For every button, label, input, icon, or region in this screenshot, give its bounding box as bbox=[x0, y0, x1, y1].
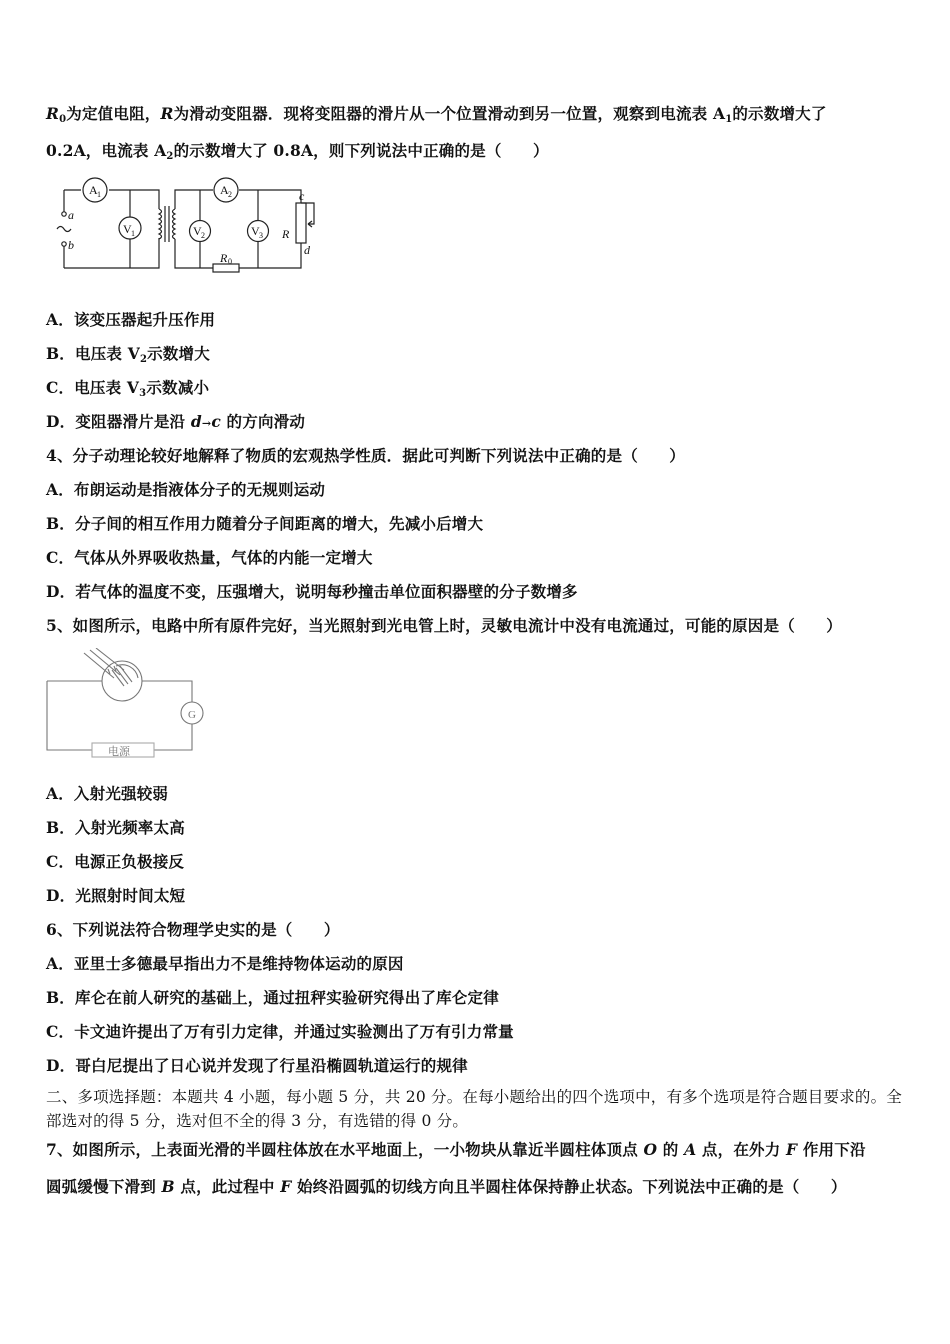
svg-text:R: R bbox=[220, 251, 228, 265]
svg-text:V: V bbox=[193, 224, 202, 238]
q3-stem-line2: 0.2A，电流表 $A_2$的示数增大了 0.8A，则下列说法中正确的是（ ） bbox=[46, 141, 549, 162]
svg-text:1: 1 bbox=[97, 190, 101, 199]
svg-text:0: 0 bbox=[228, 257, 232, 266]
q3-option-a: A．该变压器起升压作用 bbox=[46, 310, 216, 329]
svg-text:V: V bbox=[251, 224, 260, 238]
q6-option-d: D．哥白尼提出了日心说并发现了行星沿椭圆轨道运行的规律 bbox=[46, 1056, 468, 1075]
q4-option-d: D．若气体的温度不变，压强增大，说明每秒撞击单位面积器壁的分子数增多 bbox=[46, 582, 578, 601]
svg-text:1: 1 bbox=[131, 229, 135, 238]
q6-option-a: A．亚里士多德最早指出力不是维持物体运动的原因 bbox=[46, 954, 404, 973]
r0-symbol: R bbox=[46, 104, 60, 123]
q7-stem-line1: 7、如图所示，上表面光滑的半圆柱体放在水平地面上，一小物块从靠近半圆柱体顶点 O 的 A 点，在外力 F 作用下沿 bbox=[46, 1140, 866, 1159]
svg-text:3: 3 bbox=[259, 231, 263, 240]
svg-text:2: 2 bbox=[228, 190, 232, 199]
svg-text:d: d bbox=[304, 243, 310, 257]
q3-option-b: B．电压表 $V_2$示数增大 bbox=[46, 344, 210, 365]
svg-text:c: c bbox=[299, 189, 305, 203]
transformer-circuit-figure bbox=[46, 176, 336, 276]
q5-option-c: C．电源正负极接反 bbox=[46, 852, 185, 871]
q4-stem: 4、分子动理论较好地解释了物质的宏观热学性质．据此可判断下列说法中正确的是（ ） bbox=[46, 446, 685, 465]
svg-text:R: R bbox=[282, 227, 290, 241]
q7-stem-line2: 圆弧缓慢下滑到 B 点，此过程中 F 始终沿圆弧的切线方向且半圆柱体保持静止状态。下列说法中正确的是（ ） bbox=[46, 1177, 847, 1196]
svg-text:b: b bbox=[68, 238, 74, 252]
q3-stem-line1: $R_0$为定值电阻，R为滑动变阻器．现将变阻器的滑片从一个位置滑动到另一位置，观察到电流表 $A_1$的示数增大了 bbox=[46, 104, 827, 125]
q3-option-d: D．变阻器滑片是沿 d→c 的方向滑动 bbox=[46, 412, 306, 431]
svg-text:A: A bbox=[89, 183, 98, 197]
galvanometer-label: G bbox=[188, 709, 196, 721]
svg-text:A: A bbox=[220, 183, 229, 197]
q6-option-c: C．卡文迪许提出了万有引力定律，并通过实验测出了万有引力常量 bbox=[46, 1022, 514, 1041]
power-source-label: 电源 bbox=[108, 746, 130, 758]
svg-text:2: 2 bbox=[201, 231, 205, 240]
q5-option-b: B．入射光频率太高 bbox=[46, 818, 185, 837]
svg-text:a: a bbox=[68, 208, 74, 222]
q5-stem: 5、如图所示，电路中所有原件完好，当光照射到光电管上时，灵敏电流计中没有电流通过，可能的原因是（ ） bbox=[46, 616, 842, 635]
section-2-heading: 二、多项选择题：本题共 4 小题，每小题 5 分，共 20 分。在每小题给出的四个选项中，有多个选项是符合题目要求的。全部选对的得 5 分，选对但不全的得 3 分，有选错的得 0 分。 bbox=[46, 1088, 903, 1130]
q5-option-d: D．光照射时间太短 bbox=[46, 886, 186, 905]
r-symbol: R bbox=[160, 104, 174, 123]
q3-option-c: C．电压表 $V_3$示数减小 bbox=[46, 378, 210, 399]
phototube-circuit-figure bbox=[44, 648, 204, 760]
q6-option-b: B．库仑在前人研究的基础上，通过扭秤实验研究得出了库仑定律 bbox=[46, 988, 499, 1007]
q4-option-a: A．布朗运动是指液体分子的无规则运动 bbox=[46, 480, 326, 499]
q6-stem: 6、下列说法符合物理学史实的是（ ） bbox=[46, 920, 340, 939]
q5-option-a: A．入射光强较弱 bbox=[46, 784, 169, 803]
q4-option-c: C．气体从外界吸收热量，气体的内能一定增大 bbox=[46, 548, 373, 567]
q4-option-b: B．分子间的相互作用力随着分子间距离的增大，先减小后增大 bbox=[46, 514, 484, 533]
svg-text:V: V bbox=[123, 222, 132, 236]
